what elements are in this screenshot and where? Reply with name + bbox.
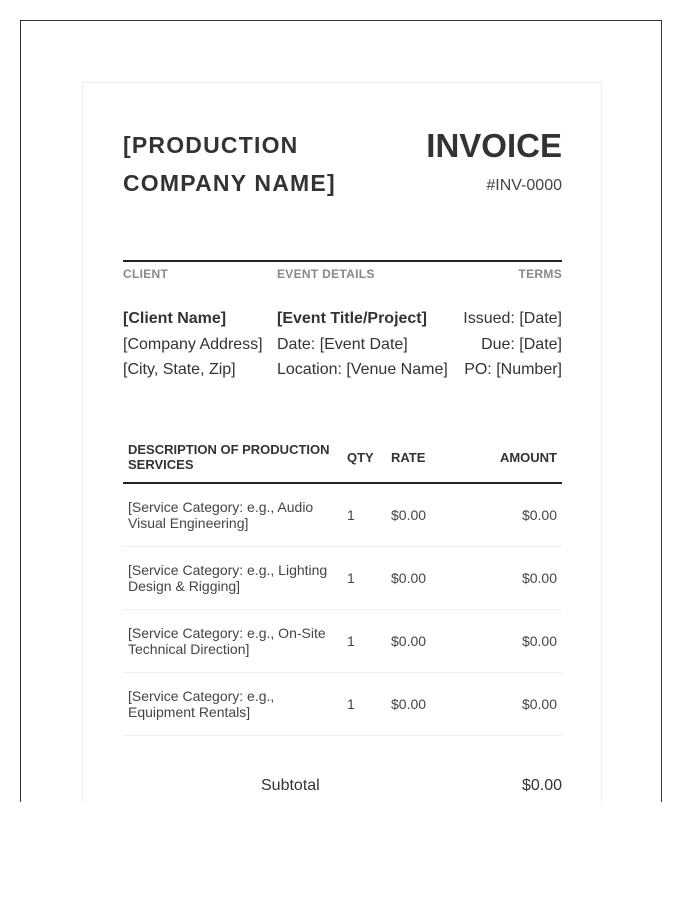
- client-address: [Company Address]: [123, 335, 263, 353]
- row-description: [Service Category: e.g., Lighting Design & Rigging]: [123, 546, 342, 609]
- client-name: [Client Name]: [123, 310, 227, 327]
- services-table: [123, 432, 562, 736]
- row-amount: $0.00: [466, 546, 562, 609]
- subtotal-row: [123, 777, 562, 799]
- row-amount: $0.00: [466, 609, 562, 672]
- row-qty: 1: [342, 609, 386, 672]
- header-description: DESCRIPTION OF PRODUCTION SERVICES: [123, 432, 342, 483]
- row-description: [Service Category: e.g., Audio Visual Engineering]: [123, 483, 342, 546]
- event-date: Date: [Event Date]: [277, 335, 408, 353]
- document-viewport: [20, 20, 662, 802]
- row-rate: $0.00: [386, 609, 466, 672]
- row-qty: 1: [342, 483, 386, 546]
- terms-due: Due: [Date]: [481, 335, 562, 353]
- terms-column: [463, 267, 562, 383]
- event-location: Location: [Venue Name]: [277, 361, 448, 378]
- header-divider: [123, 260, 562, 262]
- table-row: [123, 483, 562, 546]
- terms-po: PO: [Number]: [464, 361, 562, 378]
- header-amount: AMOUNT: [466, 432, 562, 483]
- table-header-row: [123, 432, 562, 483]
- row-rate: $0.00: [386, 672, 466, 735]
- table-row: [123, 609, 562, 672]
- company-name: [PRODUCTION COMPANY NAME]: [123, 132, 336, 196]
- invoice-details: [123, 267, 562, 377]
- row-amount: $0.00: [466, 672, 562, 735]
- invoice-page: [82, 82, 602, 802]
- subtotal-value: $0.00: [521, 777, 562, 794]
- event-column: [277, 267, 448, 383]
- row-amount: $0.00: [466, 483, 562, 546]
- row-rate: $0.00: [386, 546, 466, 609]
- invoice-header: [123, 123, 562, 223]
- document-title: INVOICE: [426, 127, 562, 164]
- event-title: [Event Title/Project]: [277, 310, 427, 327]
- client-column: [123, 267, 263, 383]
- table-row: [123, 546, 562, 609]
- row-qty: 1: [342, 546, 386, 609]
- event-label: EVENT DETAILS: [277, 267, 375, 281]
- client-city: [City, State, Zip]: [123, 361, 236, 378]
- client-label: CLIENT: [123, 267, 169, 281]
- table-row: [123, 672, 562, 735]
- row-description: [Service Category: e.g., On-Site Technical Direction]: [123, 609, 342, 672]
- subtotal-label: Subtotal: [261, 777, 320, 794]
- header-rate: RATE: [386, 432, 466, 483]
- terms-issued: Issued: [Date]: [463, 310, 562, 327]
- header-qty: QTY: [342, 432, 386, 483]
- row-qty: 1: [342, 672, 386, 735]
- invoice-number: #INV-0000: [486, 177, 562, 194]
- row-rate: $0.00: [386, 483, 466, 546]
- row-description: [Service Category: e.g., Equipment Rentals]: [123, 672, 342, 735]
- terms-label: TERMS: [518, 267, 562, 281]
